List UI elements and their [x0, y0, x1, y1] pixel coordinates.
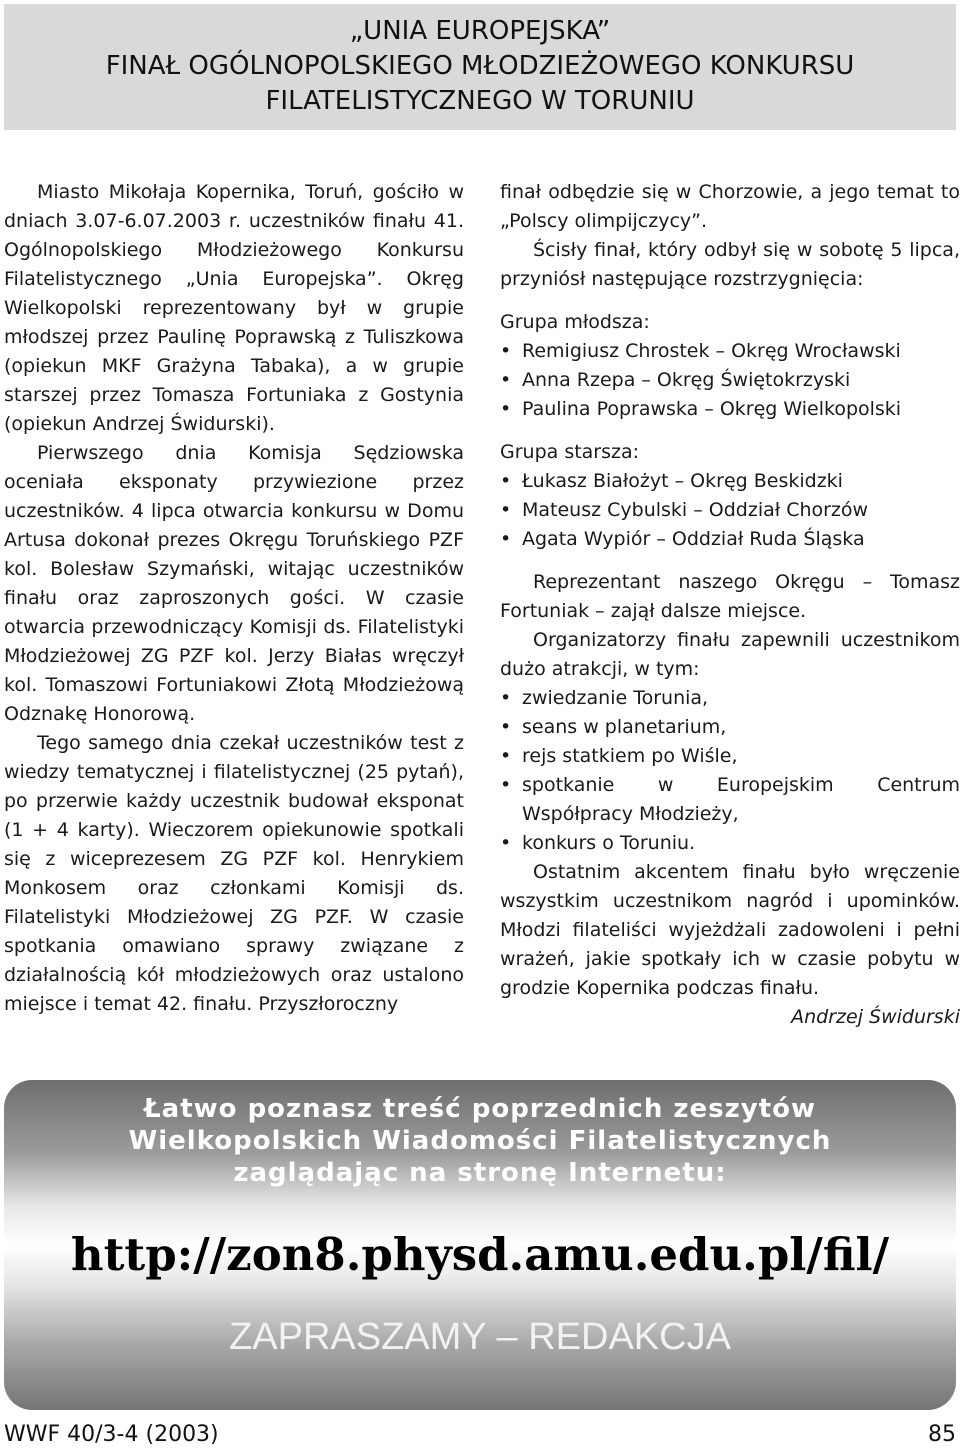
group-younger-title: Grupa młodsza:: [500, 311, 650, 333]
right-paragraph-3: Reprezentant naszego Okręgu – Tomasz Fortuniak – zajął dalsze miejsce.: [500, 571, 960, 622]
page-number: 85: [928, 1422, 956, 1447]
result-item: • Agata Wypiór – Oddział Ruda Śląska: [500, 525, 960, 554]
result-item: • Anna Rzepa – Okręg Świętokrzyski: [500, 366, 960, 395]
title-line-2: FINAŁ OGÓLNOPOLSKIEGO MŁODZIEŻOWEGO KONKURSU: [105, 51, 855, 81]
result-item: • Paulina Poprawska – Okręg Wielkopolski: [500, 395, 960, 424]
result-item: • Remigiusz Chrostek – Okręg Wrocławski: [500, 337, 960, 366]
promo-line-3: zaglądając na stronę Internetu:: [233, 1158, 727, 1188]
title-line-3: FILATELISTYCZNEGO W TORUNIU: [265, 86, 695, 116]
article-header: [4, 4, 956, 130]
attraction-item: • konkurs o Toruniu.: [500, 829, 960, 858]
group-older-title: Grupa starsza:: [500, 441, 640, 463]
attraction-item: • rejs statkiem po Wiśle,: [500, 742, 960, 771]
right-paragraph-5: Ostatnim akcentem finału było wręczenie wszystkim uczestnikom nagród i upominków. Młodzi filateliści wyjeżdżali zadowoleni i pełni wrażeń, jakie spotkały ich w czasie pobytu w grodzie Kopernika podczas finału.: [500, 861, 960, 999]
left-column: [4, 178, 464, 1019]
left-paragraph-2: Pierwszego dnia Komisja Sędziowska oceniała eksponaty przywiezione przez uczestników. 4 lipca otwarcia konkursu w Domu Artusa dokonał prezes Okręgu Toruńskiego PZF kol. Bolesław Szymański, witając uczestników finału oraz zaproszonych gości. W czasie otwarcia przewodniczący Komisji ds. Filatelistyki Młodzieżowej ZG PZF kol. Jerzy Białas wręczył kol. Tomaszowi Fortuniakowi Złotą Młodzieżową Odznakę Honorową.: [4, 442, 464, 725]
right-paragraph-2: Ścisły finał, który odbył się w sobotę 5 lipca, przyniósł następujące rozstrzygnięcia:: [500, 239, 960, 290]
attraction-item: • seans w planetarium,: [500, 713, 960, 742]
attraction-item: • spotkanie w Europejskim Centrum Współpracy Młodzieży,: [500, 771, 960, 829]
website-promo-banner: [4, 1080, 956, 1410]
left-paragraph-1: Miasto Mikołaja Kopernika, Toruń, gościło w dniach 3.07-6.07.2003 r. uczestników finału 41. Ogólnopolskiego Młodzieżowego Konkursu Filatelistycznego „Unia Europejska”. Okręg Wielkopolski reprezentowany był w grupie młodszej przez Paulinę Poprawską z Tuliszkowa (opiekun MKF Grażyna Tabaka), a w grupie starszej przez Tomasza Fortuniaka z Gostynia (opiekun Andrzej Świdurski).: [4, 181, 464, 435]
website-url[interactable]: http://zon8.physd.amu.edu.pl/fil/: [70, 1228, 890, 1281]
left-paragraph-3: Tego samego dnia czekał uczestników test z wiedzy tematycznej i filatelistycznej (25 pytań), po przerwie każdy uczestnik budował eksponat (1 + 4 karty). Wieczorem opiekunowie spotkali się z wiceprezesem ZG PZF kol. Henrykiem Monkosem oraz członkami Komisji ds. Filatelistyki Młodzieżowej ZG PZF. W czasie spotkania omawiano sprawy związane z działalnością kół młodzieżowych oraz ustalono miejsce i temat 42. finału. Przyszłoroczny: [4, 732, 464, 1015]
promo-line-2: Wielkopolskich Wiadomości Filatelistycznych: [128, 1126, 832, 1156]
issue-number: WWF 40/3-4 (2003): [4, 1422, 219, 1447]
result-item: • Mateusz Cybulski – Oddział Chorzów: [500, 496, 960, 525]
promo-line-1: Łatwo poznasz treść poprzednich zeszytów: [143, 1094, 817, 1124]
attraction-item: • zwiedzanie Torunia,: [500, 684, 960, 713]
result-item: • Łukasz Białożyt – Okręg Beskidzki: [500, 467, 960, 496]
right-paragraph-4: Organizatorzy finału zapewnili uczestnikom dużo atrakcji, w tym:: [500, 629, 960, 680]
promo-invitation: ZAPRASZAMY – REDAKCJA: [229, 1316, 731, 1358]
right-column: [500, 178, 960, 1032]
title-line-1: „UNIA EUROPEJSKA”: [349, 16, 611, 46]
author-signature: Andrzej Świdurski: [791, 1006, 960, 1028]
right-paragraph-1: finał odbędzie się w Chorzowie, a jego temat to „Polscy olimpijczycy”.: [500, 181, 960, 232]
